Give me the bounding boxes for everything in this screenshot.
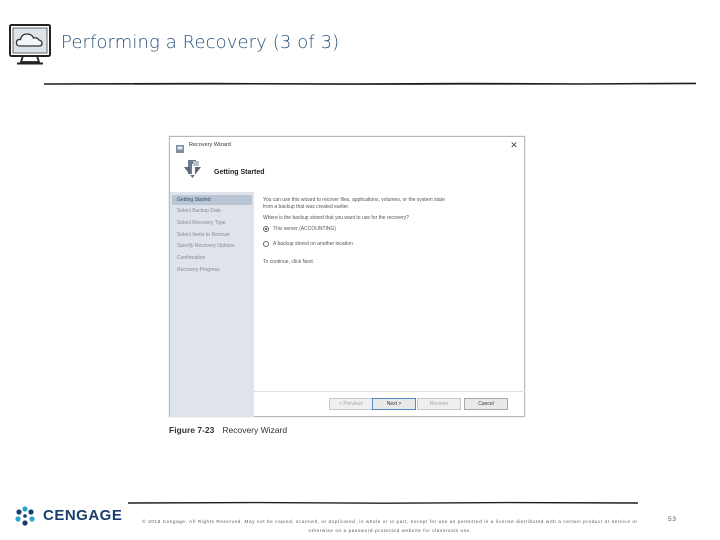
this-server-radio[interactable] (263, 226, 269, 232)
this-server-option-label[interactable]: This server (ACCOUNTING) (273, 226, 337, 232)
copyright-line: otherwise on a password-protected website for classroom use. (308, 528, 472, 533)
wizard-step-list (170, 192, 254, 417)
wizard-titlebar (170, 137, 524, 157)
footer-divider (128, 493, 638, 499)
wizard-step-confirmation: Confirmation (177, 255, 206, 261)
previous-button[interactable]: < Previous (329, 398, 373, 410)
page-number: 53 (668, 516, 677, 523)
recovery-wizard-icon (175, 141, 185, 151)
title-divider (44, 74, 696, 80)
wizard-step-select-items-to-recover: Select Items to Recover (177, 232, 231, 238)
cengage-logo-icon (14, 505, 36, 527)
wizard-intro-text: You can use this wizard to recover files, applications, volumes, or the system state (263, 197, 445, 203)
wizard-button-divider (254, 391, 525, 392)
wizard-question: Where is the backup stored that you want to use for the recovery? (263, 215, 409, 221)
wizard-intro-text: from a backup that was created earlier. (263, 204, 350, 210)
wizard-step-select-backup-date: Select Backup Date (177, 208, 221, 214)
recover-button[interactable]: Recover (417, 398, 461, 410)
figure-caption (169, 425, 287, 435)
cloud-monitor-icon (6, 22, 56, 72)
wizard-continue-hint: To continue, click Next. (263, 259, 315, 265)
recovery-wizard-icon (181, 157, 205, 181)
recovery-wizard-window (169, 136, 525, 417)
another-location-option-label[interactable]: A backup stored on another location (273, 241, 353, 247)
copyright-notice (140, 517, 640, 535)
next-button[interactable]: Next > (372, 398, 416, 410)
wizard-heading: Getting Started (214, 169, 265, 176)
close-icon[interactable]: ✕ (510, 140, 518, 150)
wizard-step-specify-recovery-options: Specify Recovery Options (177, 243, 235, 249)
another-location-radio[interactable] (263, 241, 269, 247)
wizard-step-select-recovery-type: Select Recovery Type (177, 220, 226, 226)
figure-number: Figure 7-23 (169, 425, 215, 435)
wizard-window-title: Recovery Wizard (189, 142, 231, 148)
wizard-step-getting-started: Getting Started (172, 195, 252, 205)
slide-title: Performing a Recovery (3 of 3) (61, 32, 340, 53)
copyright-line: © 2018 Cengage. All Rights Reserved. May not be copied, scanned, or duplicated, in whole or in part, except for use as permitted in a license distributed with a certain product or service or (142, 519, 638, 524)
cancel-button[interactable]: Cancel (464, 398, 508, 410)
figure-title: Recovery Wizard (222, 425, 288, 435)
brand-name: CENGAGE (43, 507, 123, 524)
wizard-step-recovery-progress: Recovery Progress (177, 267, 220, 273)
